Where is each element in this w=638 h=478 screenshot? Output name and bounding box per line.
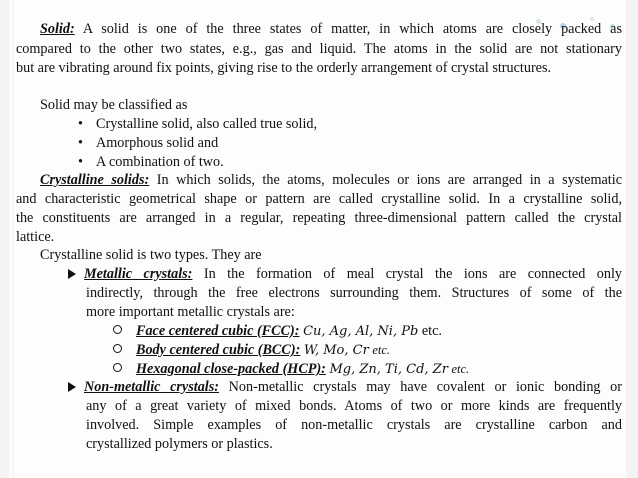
structure-item-hcp: Hexagonal close-packed (HCP): Mg, Zn, Ti, Cd, Zr etc. (113, 360, 469, 379)
solid-text-1: A solid is one of the three states of matter, in which atoms are closely packed as (82, 21, 622, 37)
circle-bullet-icon (113, 344, 122, 353)
classify-item: • Crystalline solid, also called true solid, (78, 116, 318, 132)
bullet-dot-icon: • (78, 154, 83, 170)
bullet-dot-icon: • (78, 116, 83, 132)
metallic-line-1: Metallic crystals: In the formation of meal crystal the ions are connected only (68, 265, 622, 283)
classify-item: • A combination of two. (78, 154, 224, 170)
nonmetallic-term: Non-metallic crystals: (84, 379, 219, 395)
classify-intro: Solid may be classified as (40, 97, 188, 113)
arrow-bullet-icon (68, 382, 76, 392)
crystalline-paragraph-line-2: and characteristic geometrical shape or pattern are called crystalline solid. In a crystalline solid, (16, 191, 622, 207)
nonmetallic-line-1: Non-metallic crystals: Non-metallic crystals may have covalent or ionic bonding or (68, 378, 622, 396)
crystalline-paragraph-line-3: the constituents are arranged in a regular, repeating three-dimensional pattern called the crystal (16, 210, 622, 226)
crystalline-paragraph-line-4: lattice. (16, 229, 55, 245)
circle-bullet-icon (113, 325, 122, 334)
nonmetallic-line-4: crystallized polymers or plastics. (86, 436, 273, 452)
arrow-bullet-icon (68, 269, 76, 279)
nonmetallic-line-2: any of a great variety of mixed bonds. Atoms of two or more kinds are frequently (86, 398, 622, 414)
crystalline-paragraph-line-1: Crystalline solids: In which solids, the atoms, molecules or ions are arranged in a systematic (40, 172, 622, 188)
types-intro: Crystalline solid is two types. They are (40, 247, 262, 263)
solid-paragraph-line-2: compared to the other two states, e.g., gas and liquid. The atoms in the solid are not stationary (16, 41, 622, 57)
circle-bullet-icon (113, 363, 122, 372)
structure-item-bcc: Body centered cubic (BCC): W, Mo, Cr etc. (113, 341, 390, 360)
left-decor-stripe (0, 0, 9, 478)
metallic-term: Metallic crystals: (84, 266, 193, 282)
metallic-line-2: indirectly, through the free electrons surrounding them. Structures of some of the (86, 285, 622, 301)
solid-term: Solid: (40, 21, 75, 37)
metallic-line-3: more important metallic crystals are: (86, 304, 295, 320)
right-decor-stripe (626, 0, 638, 478)
left-decor-stripe-thin (12, 0, 14, 478)
classify-item: • Amorphous solid and (78, 135, 219, 151)
structure-item-fcc: Face centered cubic (FCC): Cu, Ag, Al, Ni, Pb etc. (113, 322, 442, 341)
crystalline-term: Crystalline solids: (40, 172, 150, 188)
solid-paragraph-line-3: but are vibrating around fix points, giving rise to the orderly arrangement of crystal structures. (16, 60, 552, 76)
bullet-dot-icon: • (78, 135, 83, 151)
nonmetallic-line-3: involved. Simple examples of non-metallic crystals are crystalline carbon and (86, 417, 622, 433)
solid-paragraph-line-1 (40, 20, 622, 38)
